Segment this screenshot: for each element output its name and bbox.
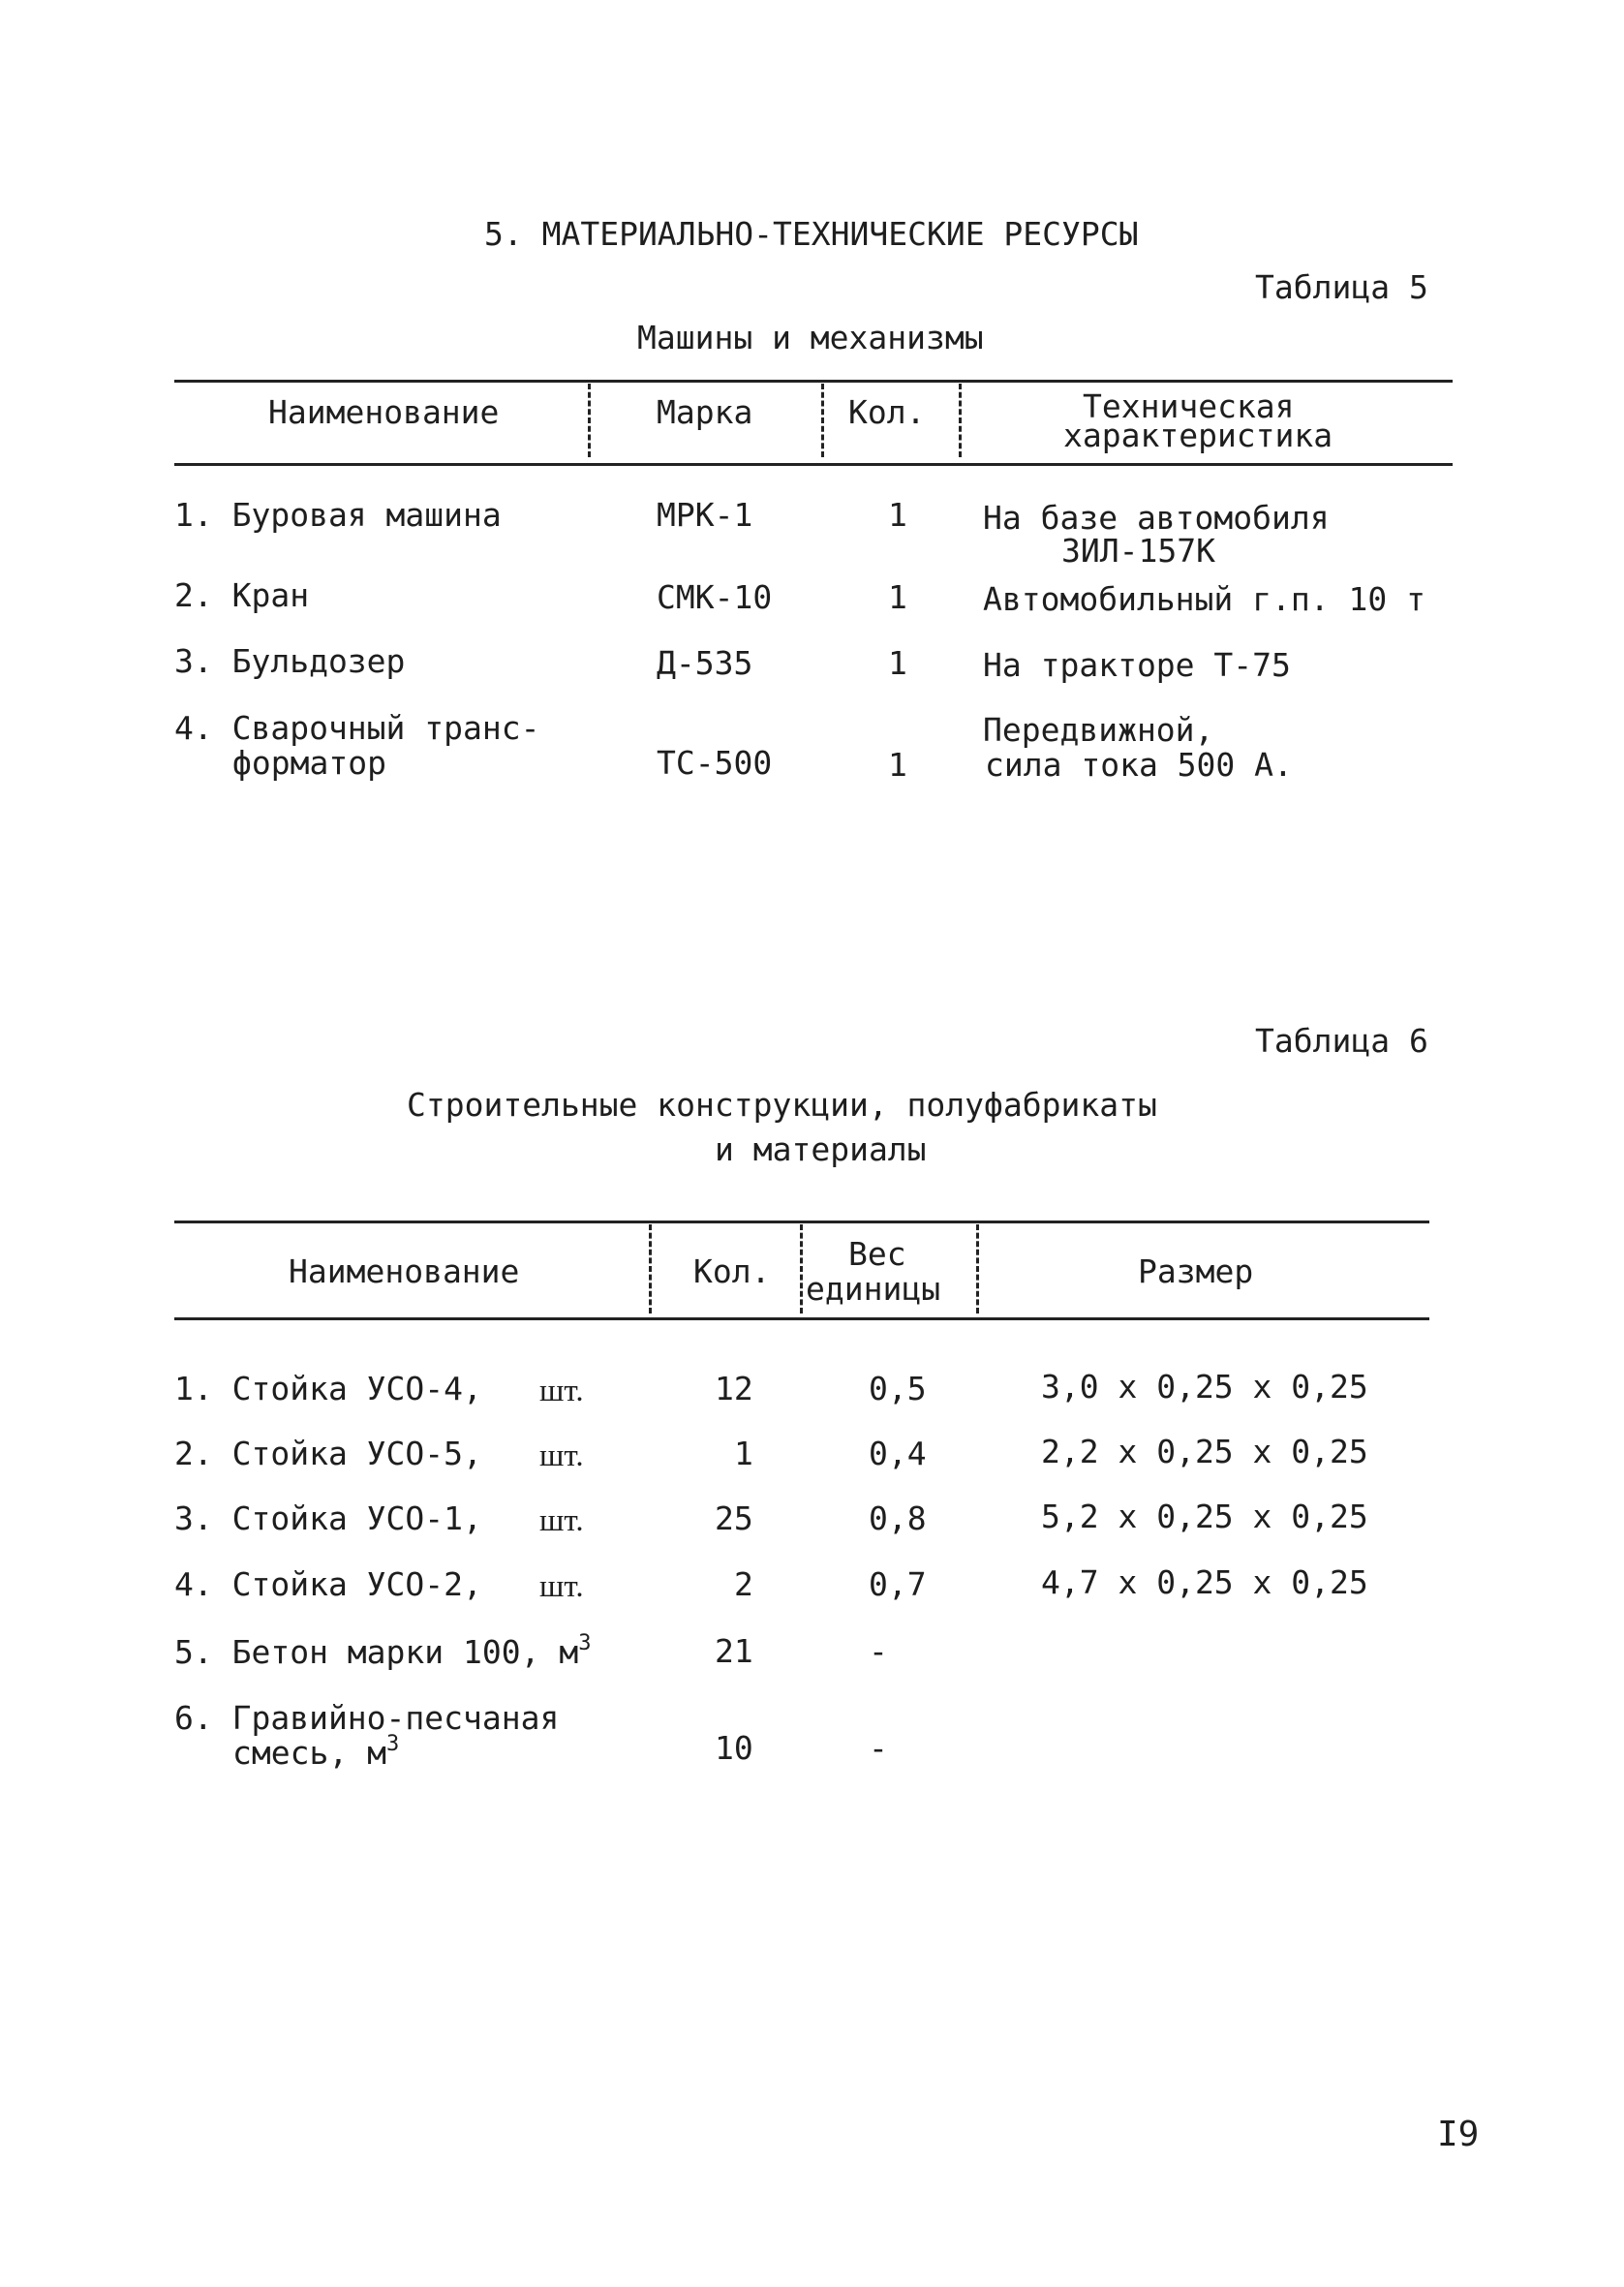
table5-cell-name: форматор [232, 744, 386, 782]
table6-cell-qty: 25 [715, 1499, 753, 1537]
table6-cell-weight: 0,8 [869, 1499, 927, 1537]
table6-col-divider [649, 1224, 652, 1313]
table6-cell-unit: шт. [539, 1438, 584, 1473]
table6-col-divider [976, 1224, 979, 1313]
section-title: 5. МАТЕРИАЛЬНО-ТЕХНИЧЕСКИЕ РЕСУРСЫ [484, 215, 1139, 253]
table6-cell-weight: 0,4 [869, 1435, 927, 1472]
table5-cell-qty: 1 [888, 644, 907, 682]
table5-cell-spec: ЗИЛ-157К [1061, 532, 1215, 570]
table5-header-rule [174, 463, 1453, 466]
table6-cell-weight: - [869, 1632, 888, 1670]
table6-cell-name: 1. Стойка УСО-4, [174, 1370, 482, 1407]
superscript: 3 [385, 1732, 400, 1756]
table5-col-divider [588, 384, 591, 457]
page-number: I9 [1437, 2115, 1480, 2154]
table5-title: Машины и механизмы [637, 319, 984, 356]
table6-cell-unit: шт. [539, 1503, 584, 1538]
superscript: 3 [578, 1631, 592, 1655]
table5-header-spec: характеристика [1063, 417, 1333, 454]
table6-header-weight: единицы [806, 1270, 941, 1308]
table6-cell-size: 2,2 х 0,25 х 0,25 [1041, 1433, 1368, 1470]
table6-cell-unit: шт. [539, 1374, 584, 1408]
table6-cell-name: 2. Стойка УСО-5, [174, 1435, 482, 1472]
table5-col-divider [959, 384, 962, 457]
table6-cell-unit: шт. [539, 1569, 584, 1604]
table5-header-name: Наименование [268, 393, 500, 431]
table6-col-divider [800, 1224, 803, 1313]
table6-title: и материалы [715, 1130, 927, 1168]
table6-cell-name: 5. Бетон марки 100, $м^3$ [174, 1631, 592, 1671]
table6-cell-qty: 2 [734, 1565, 753, 1603]
table6-title: Строительные конструкции, полуфабрикаты [407, 1086, 1157, 1124]
table6-header-weight: Вес [848, 1235, 906, 1273]
table6-cell-weight: 0,7 [869, 1565, 927, 1603]
table5-cell-spec: На базе автомобиля [983, 499, 1330, 537]
table6-header-rule [174, 1317, 1429, 1320]
table5-cell-qty: 1 [888, 746, 907, 784]
table5-col-divider [821, 384, 824, 457]
table6-cell-name: 4. Стойка УСО-2, [174, 1565, 482, 1603]
table6-header-name: Наименование [289, 1252, 520, 1290]
table5-cell-brand: Д-535 [657, 644, 753, 682]
table5-cell-name: 4. Сварочный транс- [174, 709, 540, 747]
table6-cell-name: 3. Стойка УСО-1, [174, 1499, 482, 1537]
table6-cell-weight: 0,5 [869, 1370, 927, 1407]
table5-cell-name: 1. Буровая машина [174, 496, 502, 534]
table5-cell-spec: Передвижной, [983, 711, 1214, 749]
table6-cell-qty: 10 [715, 1729, 753, 1767]
table5-top-rule [174, 380, 1453, 383]
table6-cell-name: 6. Гравийно-песчаная [174, 1699, 560, 1737]
table5-header-qty: Кол. [848, 393, 926, 431]
table5-cell-qty: 1 [888, 578, 907, 616]
table6-cell-qty: 1 [734, 1435, 753, 1472]
table5-cell-name: 3. Бульдозер [174, 642, 406, 680]
table6-header-qty: Кол. [693, 1252, 771, 1290]
table6-header-size: Размер [1138, 1252, 1254, 1290]
table5-cell-qty: 1 [888, 496, 907, 534]
table5-header-brand: Марка [657, 393, 753, 431]
table5-cell-spec: Автомобильный г.п. 10 т [983, 580, 1425, 618]
table6-cell-qty: 12 [715, 1370, 753, 1407]
table6-cell-qty: 21 [715, 1632, 753, 1670]
table5-header-spec: Техническая [1083, 387, 1295, 425]
table6-cell-size: 5,2 х 0,25 х 0,25 [1041, 1498, 1368, 1535]
table6-cell-size: 3,0 х 0,25 х 0,25 [1041, 1368, 1368, 1406]
table5-label: Таблица 5 [1255, 268, 1428, 306]
table6-cell-weight: - [869, 1729, 888, 1767]
table5-cell-spec: На тракторе Т-75 [983, 646, 1291, 684]
table5-cell-brand: СМК-10 [657, 578, 773, 616]
table5-cell-name: 2. Кран [174, 576, 310, 614]
table6-label: Таблица 6 [1255, 1022, 1428, 1060]
table5-cell-brand: ТС-500 [657, 744, 773, 782]
table5-cell-spec: сила тока 500 А. [985, 746, 1293, 784]
table6-cell-name: смесь, $м^3$ [232, 1732, 400, 1772]
table5-cell-brand: МРК-1 [657, 496, 753, 534]
table6-top-rule [174, 1221, 1429, 1223]
table6-cell-size: 4,7 х 0,25 х 0,25 [1041, 1563, 1368, 1601]
